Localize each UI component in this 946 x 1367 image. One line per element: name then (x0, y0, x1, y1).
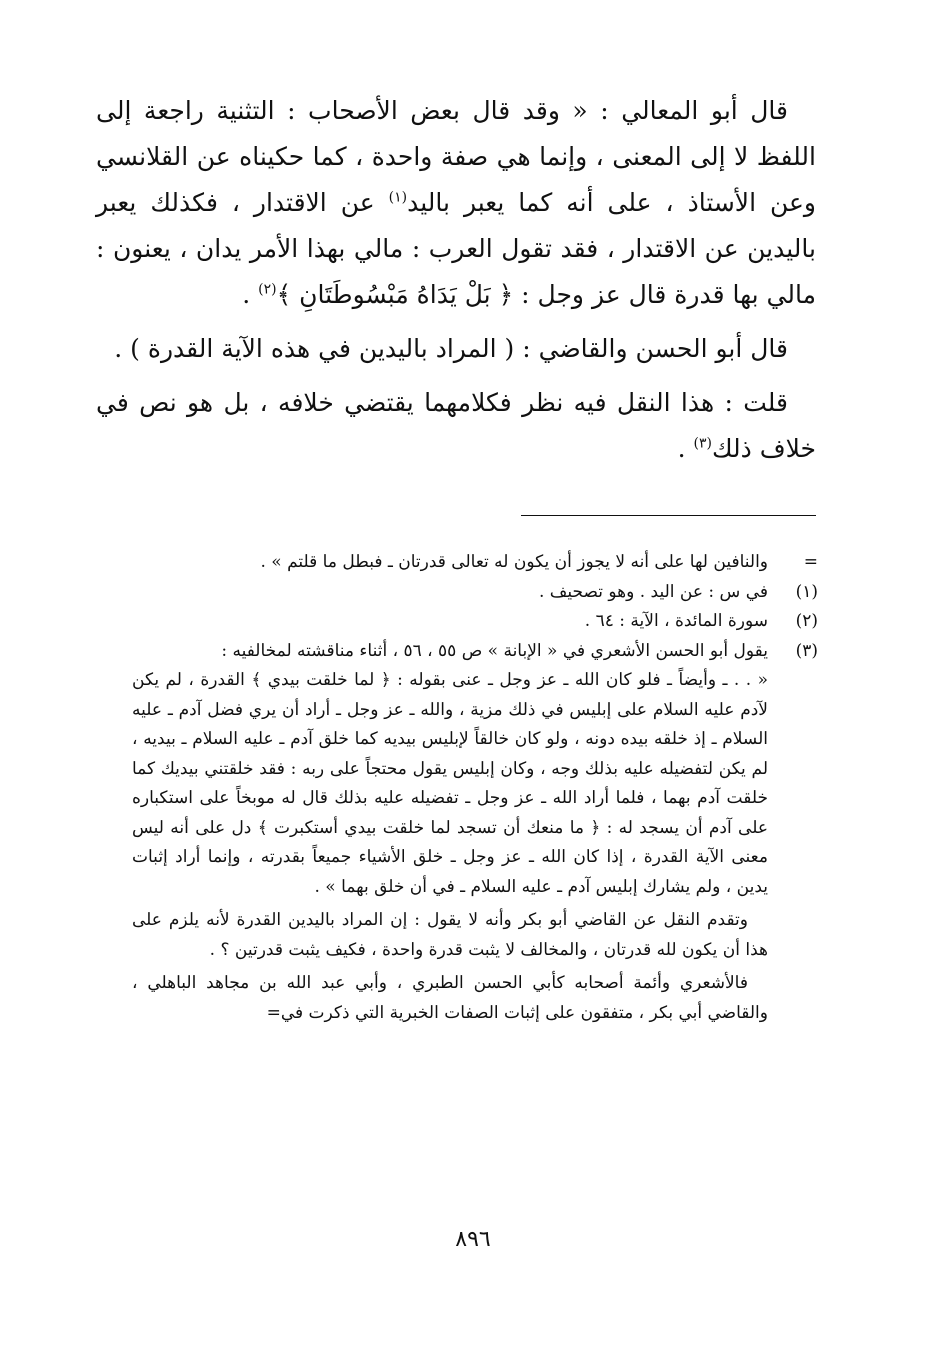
footnote-ref-1: (١) (388, 189, 408, 206)
main-text (96, 88, 816, 472)
footnote-paragraph-1: وتقدم النقل عن القاضي أبو بكر وأنه لا يقول : إن المراد باليدين القدرة لأنه يلزم على هذا أن يكون لله قدرتان ، والمخالف لا يثبت قدرة واحدة ، فكيف يثبت قدرتين ؟ . (132, 910, 768, 960)
footnote-text: يقول أبو الحسن الأشعري في « الإبانة » ص ٥٥ ، ٥٦ ، أثناء مناقشته لمخالفيه : (221, 640, 768, 661)
footnote-text: في س : عن اليد . وهو تصحيف . (539, 581, 768, 602)
footnote-mark: (١) (795, 581, 818, 602)
footnote-paragraph-2: فالأشعري وأئمة أصحابه كأبي الحسن الطبري ، وأبي عبد الله بن مجاهد الباهلي ، والقاضي أبي بكر ، متفقون على إثبات الصفات الخبرية التي ذكرت في= (132, 973, 768, 1023)
footnote-text: سورة المائدة ، الآية : ٦٤ . (584, 611, 768, 631)
footnote-mark: (٢) (795, 611, 818, 631)
page-number: ٨٩٦ (455, 1227, 491, 1252)
footnote-text: والنافين لها على أنه لا يجوز أن يكون له تعالى قدرتان ـ فبطل ما قلتم » . (260, 552, 768, 572)
main-paragraph-1: قال أبو المعالي : « وقد قال بعض الأصحاب : التثنية راجعة إلى اللفظ لا إلى المعنى ، وإنما هي صفة واحدة ، كما حكيناه عن القلانسي وعن الأستاذ ، على أنه كما يعبر باليد$^{(١)}$ عن الاقتدار ، فكذلك يعبر باليدين عن الاقتدار ، فقد تقول العرب : مالي بهذا الأمر يدان ، يعنون : مالي بها قدرة قال عز وجل : ﴿ بَلْ يَدَاهُ مَبْسُوطَتَانِ ﴾$^{(٢)}$ . (96, 96, 817, 309)
footnote-3 (132, 637, 818, 667)
footnote-2 (132, 607, 818, 637)
footnote-ref-3: (٣) (693, 435, 712, 452)
footnote-1 (132, 578, 818, 608)
footnote-ref-2: (٢) (258, 281, 277, 298)
footnotes (132, 548, 818, 1028)
footnote-3-quote: « . . ـ وأيضاً ـ فلو كان الله ـ عز وجل ـ عنى بقوله : ﴿ لما خلقت بيدي ﴾ القدرة ، لم يكن لآدم عليه السلام على إبليس في ذلك مزية ، والله ـ عز وجل ـ أراد أن يري فضل آدم ـ عليه السلام ـ إذ خلقه بيده دونه ، ولو كان خالقاً لإبليس بيديه كما خلق آدم ـ عليه السلام ـ بيديه ، لم يكن لتفضيله عليه بذلك وجه ، وكان إبليس يقول محتجاً على ربه : فقد خلقتني بيديك كما خلقت آدم بهما ، فلما أراد الله ـ عز وجل ـ تفضيله عليه بذلك قال له موبخاً على استكباره على آدم أن يسجد له : ﴿ ما منعك أن تسجد لما خلقت بيدي أستكبرت ﴾ دل على أنه ليس معنى الآية القدرة ، إذا كان الله ـ عز وجل ـ خلق الأشياء جميعاً بقدرته ، وإنما أراد إثبات يدين ، ولم يشارك إبليس آدم ـ عليه السلام ـ في أن خلق بهما » . (132, 670, 768, 897)
main-paragraph-2: قال أبو الحسن والقاضي : ( المراد باليدين في هذه الآية القدرة ) . (114, 334, 788, 363)
main-paragraph-3: قلت : هذا النقل فيه نظر فكلامهما يقتضي خلافه ، بل هو نص في خلاف ذلك$^{(٣)}$ . (96, 388, 816, 463)
footnote-divider (521, 515, 816, 516)
footnote-mark: (٣) (795, 640, 818, 661)
footnote-continuation (132, 548, 818, 578)
continuation-mark: = (803, 552, 818, 572)
